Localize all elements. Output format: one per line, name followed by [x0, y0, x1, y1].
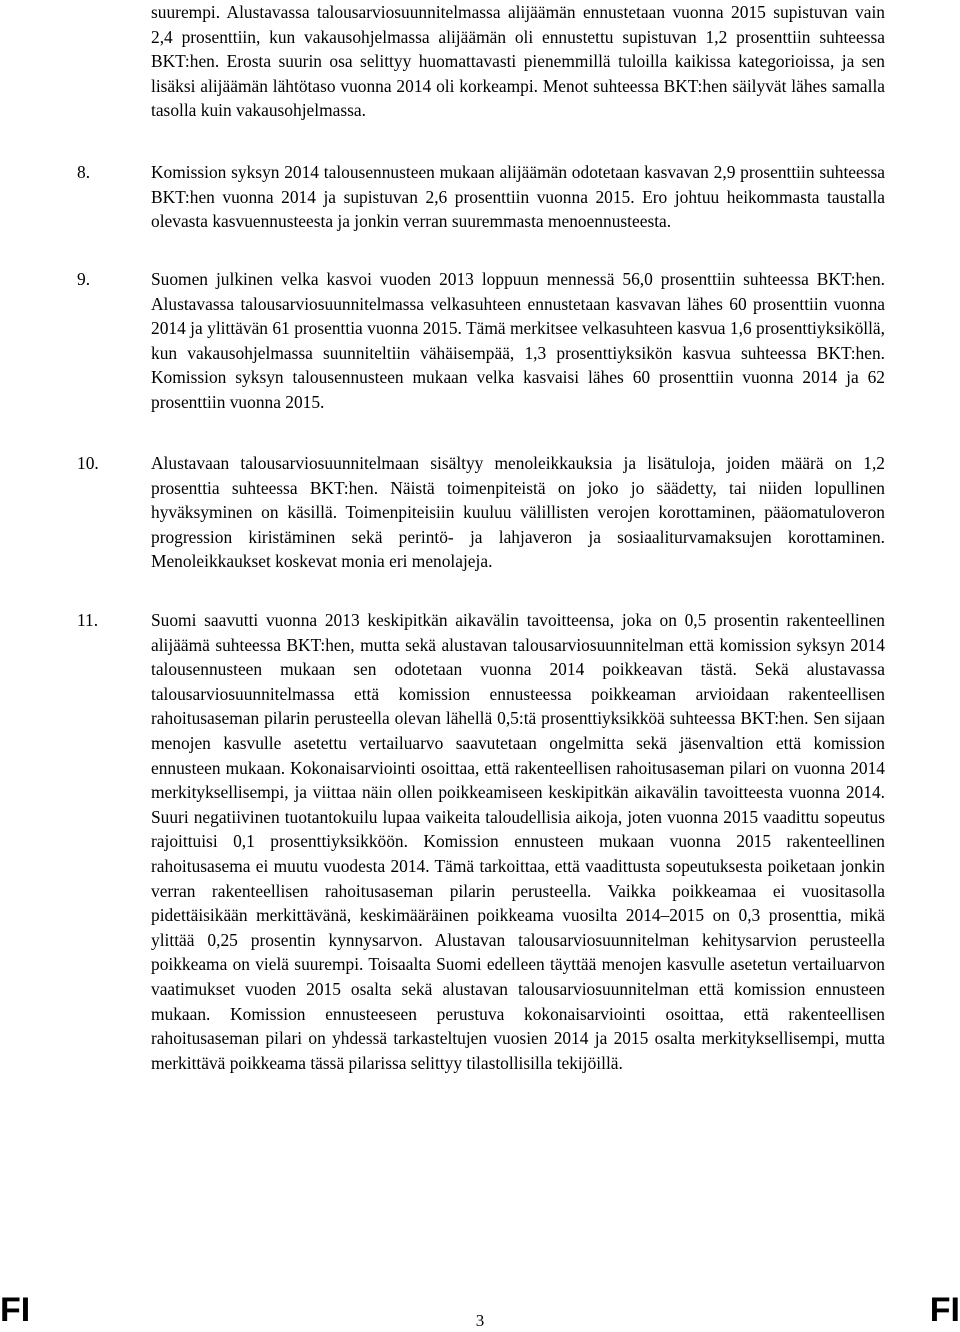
page-number: 3: [475, 1311, 485, 1330]
footer-language-code-left: FI: [0, 1291, 31, 1329]
paragraph-9: Suomen julkinen velka kasvoi vuoden 2013 loppuun mennessä 56,0 prosenttiin suhteessa BKT:hen. Alustavassa talousarviosuunnitelmassa velkasuhteen ennustetaan kasvavan lähes 60 prosenttiin vuonna 2014 ja ylittävän 61 prosenttia vuonna 2015. Tämä merkitsee velkasuhteen kasvua 1,6 prosenttiyksiköllä, kun vakausohjelmassa suunniteltiin vähäisempää, 1,3 prosenttiyksikön kasvua suhteessa BKT:hen. Komission syksyn talousennusteen mukaan velka kasvaisi lähes 60 prosenttiin vuonna 2014 ja 62 prosenttiin vuonna 2015.: [151, 269, 885, 412]
paragraph-11: Suomi saavutti vuonna 2013 keskipitkän aikavälin tavoitteensa, joka on 0,5 prosentin rakenteellinen alijäämä suhteessa BKT:hen, mutta sekä alustavan talousarviosuunnitelman että komission syksyn 2014 talousennusteen mukaan sen odotetaan vuonna 2014 poikkeavan tästä. Sekä alustavassa talousarviosuunnitelmassa että komission ennusteessa poikkeaman arvioidaan rakenteellisen rahoitusaseman pilarin perusteella olevan lähellä 0,5:tä prosenttiyksikköä suhteessa BKT:hen. Sen sijaan menojen kasvulle asetettu vertailuarvo saavutetaan ongelmitta sekä jäsenvaltion että komission ennusteen mukaan. Kokonaisarviointi osoittaa, että rakenteellisen rahoitusaseman pilari on vuonna 2014 merkityksellisempi, ja viittaa näin ollen poikkeamiseen keskipitkän aikavälin tavoitteesta vuonna 2014. Suuri negatiivinen tuotantokuilu lupaa vaikeita taloudellisia aikoja, joten vuonna 2015 vaadittu sopeutus rajoittuisi 0,1 prosenttiyksikköön. Komission ennusteen mukaan vuonna 2015 rakenteellinen rahoitusasema ei muutu vuodesta 2014. Tämä tarkoittaa, että vaadittusta sopeutuksesta poiketaan jonkin verran rakenteellisen rahoitusaseman pilarin perusteella. Vaikka poikkeamaa ei vuositasolla pidettäisikään merkittävänä, keskimääräinen poikkeama vuosilta 2014–2015 on 0,3 prosenttia, mikä ylittää 0,25 prosentin kynnysarvon. Alustavan talousarviosuunnitelman kehitysarvion perusteella poikkeama on vielä suurempi. Toisaalta Suomi edelleen täyttää menojen kasvulle asetetun vertailuarvon vaatimukset vuoden 2015 osalta sekä alustavan talousarviosuunnitelman että komission ennusteen mukaan. Komission ennusteeseen perustuva kokonaisarviointi osoittaa, että rakenteellisen rahoitusaseman pilari on yhdessä tarkasteltujen vuosien 2014 ja 2015 osalta merkityksellisempi, mutta merkittävä poikkeama tässä pilarissa selittyy tilastollisilla tekijöillä.: [151, 610, 885, 1073]
paragraph-10: Alustavaan talousarviosuunnitelmaan sisältyy menoleikkauksia ja lisätuloja, joiden määrä on 1,2 prosenttia suhteessa BKT:hen. Näistä toimenpiteistä on joko jo säädetty, tai niiden lopullinen hyväksyminen on käsillä. Toimenpiteisiin kuuluu välillisten verojen korottaminen, pääomatuloveron progression kiristäminen sekä perintö- ja lahjaveron ja sosiaaliturvamaksujen korottaminen. Menoleikkaukset koskevat monia eri menolajeja.: [151, 453, 885, 572]
paragraph-number-11: 11.: [77, 610, 99, 630]
paragraph-number-8: 8.: [77, 162, 91, 182]
paragraph-continuation: suurempi. Alustavassa talousarviosuunnitelmassa alijäämän ennustetaan vuonna 2015 supistuvan vain 2,4 prosenttiin, kun vakausohjelmassa alijäämän oli ennustettu supistuvan 1,2 prosenttiin suhteessa BKT:hen. Erosta suurin osa selittyy huomattavasti pienemmillä tuloilla kaikissa kategorioissa, ja sen lisäksi alijäämän lähtötaso vuonna 2014 oli korkeampi. Menot suhteessa BKT:hen säilyvät lähes samalla tasolla kuin vakausohjelmassa.: [151, 2, 885, 121]
footer-language-code-right: FI: [929, 1291, 960, 1329]
paragraph-number-9: 9.: [77, 269, 91, 289]
paragraph-8: Komission syksyn 2014 talousennusteen mukaan alijäämän odotetaan kasvavan 2,9 prosenttiin suhteessa BKT:hen vuonna 2014 ja supistuvan 2,6 prosenttiin vuonna 2015. Ero johtuu heikommasta taustalla olevasta kasvuennusteesta ja jonkin verran suuremmasta menoennusteesta.: [151, 162, 885, 232]
paragraph-number-10: 10.: [77, 453, 99, 473]
